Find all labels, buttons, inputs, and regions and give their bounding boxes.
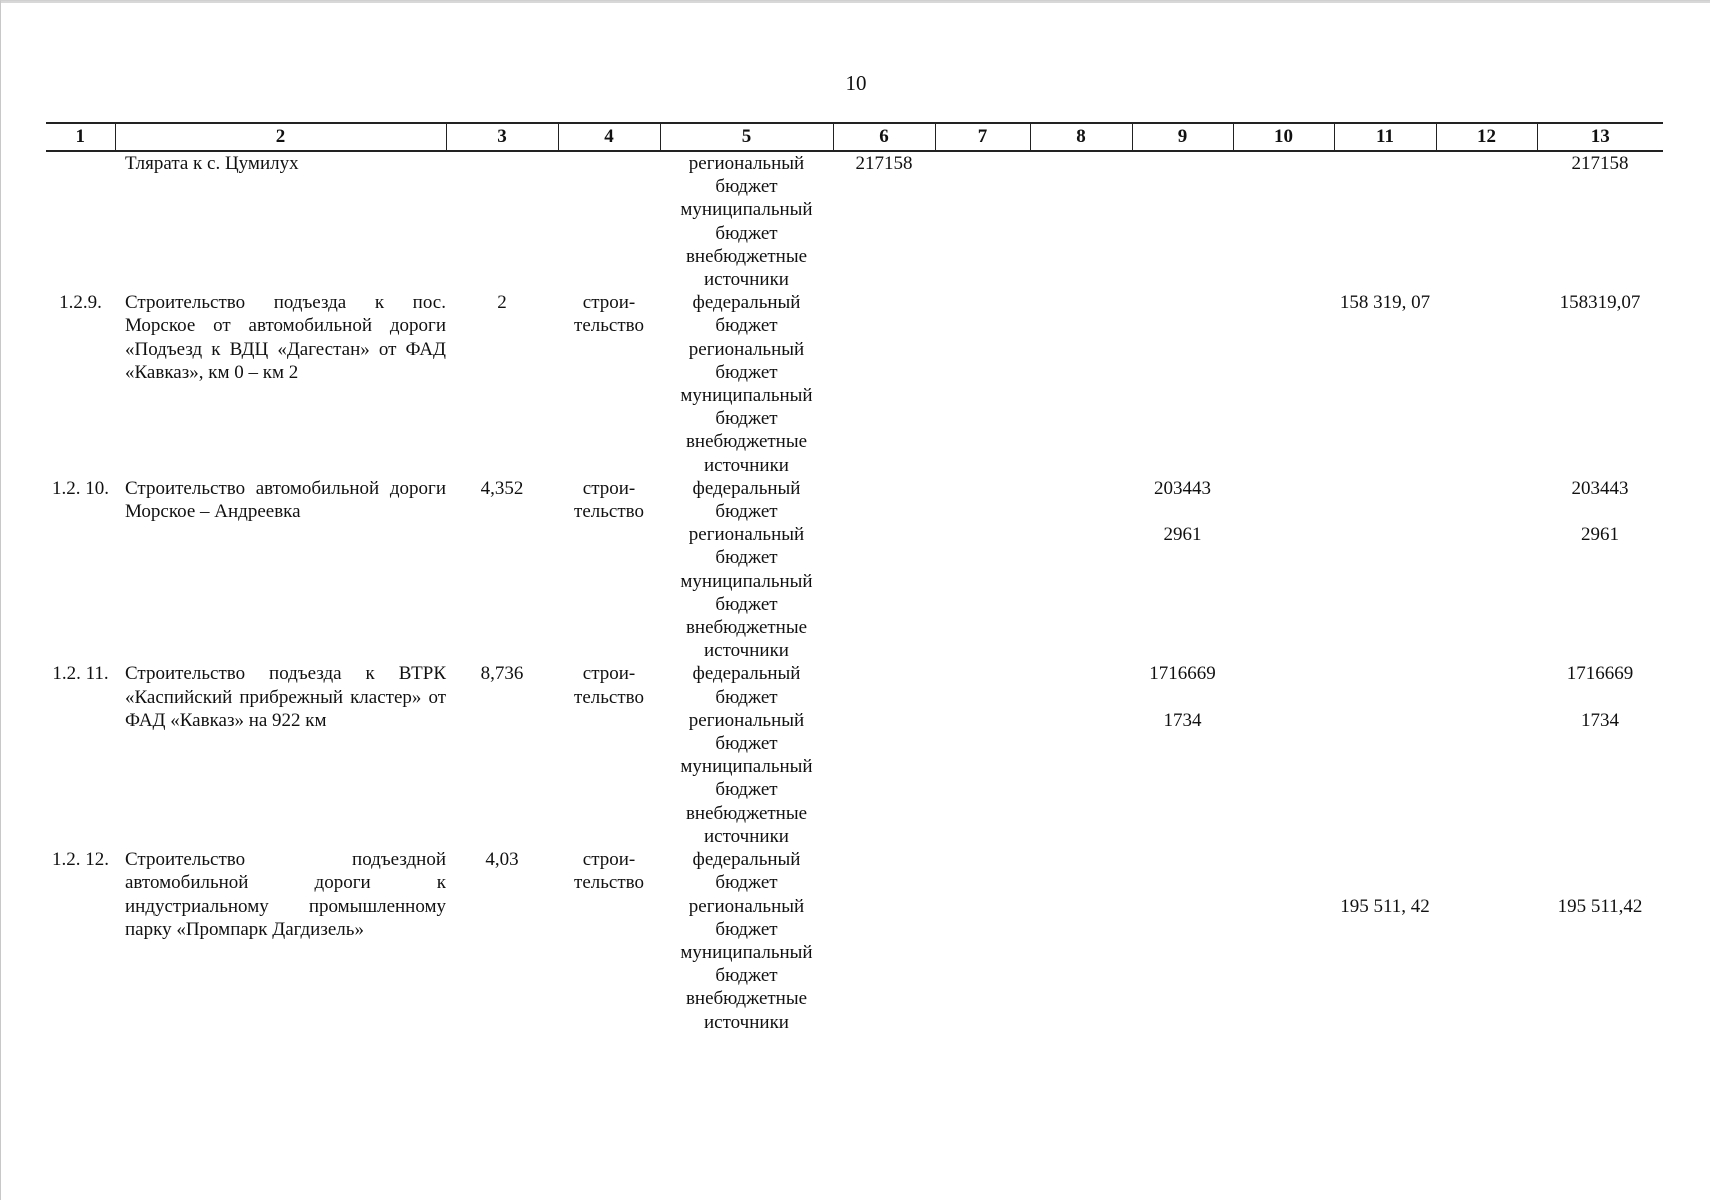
table-row	[46, 477, 1663, 523]
amount-column-11	[1334, 662, 1436, 708]
amount-column-6	[833, 709, 935, 755]
amount-column-12	[1436, 291, 1537, 337]
amount-column-8	[1030, 430, 1132, 476]
amount-column-13	[1537, 987, 1663, 1033]
amount-column-10	[1233, 523, 1334, 569]
amount-column-7	[935, 570, 1030, 616]
amount-column-13	[1537, 941, 1663, 987]
amount-column-13	[1537, 384, 1663, 430]
amount-column-9	[1132, 245, 1233, 291]
amount-column-10	[1233, 941, 1334, 987]
amount-column-6	[833, 384, 935, 430]
length-km: 8,736	[480, 663, 524, 685]
amount-column-11	[1334, 338, 1436, 384]
amount-column-9	[1132, 430, 1233, 476]
amount-column-9	[1132, 848, 1233, 894]
work-type: строи-тельство	[574, 849, 644, 894]
funding-source-label: муниципальный бюджет	[680, 385, 813, 430]
amount-column-6	[833, 662, 935, 708]
amount-column-9	[1132, 384, 1233, 430]
amount-column-6	[833, 430, 935, 476]
amount-column-9	[1132, 570, 1233, 616]
amount-column-12	[1436, 384, 1537, 430]
amount-column-10	[1233, 662, 1334, 708]
amount-column-11	[1334, 709, 1436, 755]
amount-column-10	[1233, 291, 1334, 337]
amount-column-13: 217158	[1571, 153, 1629, 174]
funding-source-label: федеральный бюджет	[692, 292, 801, 337]
amount-column-11	[1334, 848, 1436, 894]
amount-column-8	[1030, 198, 1132, 244]
amount-column-6	[833, 941, 935, 987]
amount-column-8	[1030, 895, 1132, 941]
amount-column-11: 158 319, 07	[1339, 292, 1431, 314]
amount-column-6	[833, 848, 935, 894]
amount-column-13: 195 511,42	[1557, 895, 1643, 917]
length-km: 4,352	[480, 477, 524, 499]
amount-column-8	[1030, 987, 1132, 1033]
column-header-2: 2	[115, 123, 446, 151]
amount-column-10	[1233, 198, 1334, 244]
amount-column-9	[1132, 755, 1233, 801]
amount-column-12	[1436, 338, 1537, 384]
amount-column-12	[1436, 662, 1537, 708]
amount-column-6	[833, 895, 935, 941]
amount-column-8	[1030, 291, 1132, 337]
amount-column-11	[1334, 755, 1436, 801]
amount-column-8	[1030, 616, 1132, 662]
table-body	[46, 151, 1663, 1034]
column-header-10: 10	[1233, 123, 1334, 151]
funding-source-label: муниципальный бюджет	[680, 941, 813, 987]
amount-column-7	[935, 338, 1030, 384]
amount-column-11	[1334, 198, 1436, 244]
amount-column-13	[1537, 755, 1663, 801]
table-row	[46, 291, 1663, 337]
column-header-7: 7	[935, 123, 1030, 151]
amount-column-6	[833, 198, 935, 244]
amount-column-12	[1436, 430, 1537, 476]
amount-column-12	[1436, 198, 1537, 244]
work-type: строи-тельство	[574, 477, 644, 523]
amount-column-10	[1233, 151, 1334, 198]
amount-column-11	[1334, 987, 1436, 1033]
amount-column-9	[1132, 338, 1233, 384]
row-number: 1.2. 11.	[52, 663, 109, 685]
amount-column-10	[1233, 384, 1334, 430]
funding-source-label: внебюджетные источники	[685, 988, 808, 1033]
funding-source-label: муниципальный бюджет	[680, 570, 813, 615]
work-type	[558, 151, 660, 291]
amount-column-10	[1233, 570, 1334, 616]
amount-column-13	[1537, 430, 1663, 476]
column-header-5: 5	[660, 123, 833, 151]
amount-column-10	[1233, 755, 1334, 801]
amount-column-7	[935, 755, 1030, 801]
column-header-9: 9	[1132, 123, 1233, 151]
amount-column-7	[935, 848, 1030, 894]
row-number: 1.2.9.	[59, 292, 102, 314]
amount-column-7	[935, 198, 1030, 244]
column-header-13: 13	[1537, 123, 1663, 151]
amount-column-7	[935, 523, 1030, 569]
funding-source-label: региональный бюджет	[688, 524, 805, 569]
table-row	[46, 662, 1663, 708]
amount-column-13	[1537, 570, 1663, 616]
amount-column-9	[1132, 895, 1233, 941]
amount-column-10	[1233, 848, 1334, 894]
amount-column-12	[1436, 848, 1537, 894]
amount-column-12	[1436, 245, 1537, 291]
amount-column-6: 217158	[855, 153, 913, 174]
amount-column-9	[1132, 291, 1233, 337]
amount-column-10	[1233, 477, 1334, 523]
amount-column-13	[1537, 616, 1663, 662]
column-header-1: 1	[46, 123, 115, 151]
amount-column-6	[833, 802, 935, 848]
amount-column-8	[1030, 245, 1132, 291]
object-name: Строительство подъезда к ВТРК «Каспийский прибрежный кластер» от ФАД «Кавказ» на 922 км	[125, 663, 446, 731]
amount-column-8	[1030, 662, 1132, 708]
amount-column-11	[1334, 245, 1436, 291]
funding-source-label: внебюджетные источники	[685, 617, 808, 662]
amount-column-6	[833, 523, 935, 569]
work-type: строи-тельство	[574, 663, 644, 708]
amount-column-13: 158319,07	[1559, 292, 1641, 314]
amount-column-8	[1030, 477, 1132, 523]
amount-column-11	[1334, 523, 1436, 569]
row-number: 1.2. 12.	[52, 849, 109, 871]
object-name: Тлярата к с. Цумилух	[125, 153, 299, 174]
amount-column-8	[1030, 338, 1132, 384]
amount-column-8	[1030, 802, 1132, 848]
object-name: Строительство автомобильной дороги Морское – Андреевка	[125, 477, 446, 523]
amount-column-9	[1132, 616, 1233, 662]
amount-column-12	[1436, 616, 1537, 662]
amount-column-8	[1030, 384, 1132, 430]
row-number: 1.2. 10.	[52, 477, 109, 499]
amount-column-6	[833, 477, 935, 523]
amount-column-12	[1436, 570, 1537, 616]
amount-column-9: 203443	[1154, 477, 1211, 499]
amount-column-12	[1436, 151, 1537, 198]
funding-source-label: федеральный бюджет	[692, 663, 801, 708]
amount-column-10	[1233, 338, 1334, 384]
amount-column-7	[935, 477, 1030, 523]
amount-column-6	[833, 245, 935, 291]
amount-column-12	[1436, 523, 1537, 569]
amount-column-9: 1734	[1163, 709, 1202, 731]
funding-source-label: региональный бюджет	[688, 153, 805, 198]
amount-column-11	[1334, 616, 1436, 662]
amount-column-11	[1334, 477, 1436, 523]
amount-column-7	[935, 802, 1030, 848]
amount-column-10	[1233, 616, 1334, 662]
amount-column-7	[935, 245, 1030, 291]
amount-column-6	[833, 616, 935, 662]
amount-column-12	[1436, 755, 1537, 801]
amount-column-8	[1030, 151, 1132, 198]
amount-column-11	[1334, 384, 1436, 430]
amount-column-12	[1436, 895, 1537, 941]
amount-column-11	[1334, 430, 1436, 476]
amount-column-9: 1716669	[1149, 663, 1216, 685]
amount-column-6	[833, 570, 935, 616]
amount-column-8	[1030, 755, 1132, 801]
amount-column-7	[935, 662, 1030, 708]
amount-column-7	[935, 895, 1030, 941]
amount-column-6	[833, 338, 935, 384]
amount-column-13	[1537, 338, 1663, 384]
amount-column-10	[1233, 895, 1334, 941]
amount-column-7	[935, 291, 1030, 337]
table-row	[46, 151, 1663, 198]
amount-column-9	[1132, 802, 1233, 848]
amount-column-8	[1030, 523, 1132, 569]
amount-column-10	[1233, 987, 1334, 1033]
amount-column-13	[1537, 848, 1663, 894]
column-header-3: 3	[446, 123, 558, 151]
column-header-6: 6	[833, 123, 935, 151]
amount-column-11	[1334, 570, 1436, 616]
funding-source-label: федеральный бюджет	[692, 477, 801, 523]
amount-column-13: 1716669	[1566, 663, 1634, 685]
amount-column-6	[833, 755, 935, 801]
amount-column-13: 1734	[1581, 709, 1619, 731]
amount-column-6	[833, 291, 935, 337]
amount-column-9	[1132, 198, 1233, 244]
table-row	[46, 848, 1663, 894]
amount-column-12	[1436, 987, 1537, 1033]
amount-column-8	[1030, 848, 1132, 894]
column-header-11: 11	[1334, 123, 1436, 151]
funding-source-label: внебюджетные источники	[685, 431, 808, 476]
amount-column-9	[1132, 987, 1233, 1033]
amount-column-7	[935, 709, 1030, 755]
amount-column-9	[1132, 941, 1233, 987]
column-header-8: 8	[1030, 123, 1132, 151]
length-km	[446, 151, 558, 291]
amount-column-7	[935, 430, 1030, 476]
amount-column-10	[1233, 802, 1334, 848]
amount-column-12	[1436, 941, 1537, 987]
scan-top-edge	[1, 1, 1710, 3]
amount-column-13: 203443	[1571, 477, 1629, 499]
length-km: 4,03	[485, 849, 519, 871]
amount-column-6	[833, 987, 935, 1033]
amount-column-11	[1334, 941, 1436, 987]
object-name: Строительство подъездной автомобильной дороги к индустриальному промышленному парку «Промпарк Дагдизель»	[125, 849, 446, 940]
funding-source-label: муниципальный бюджет	[680, 199, 813, 244]
amount-column-12	[1436, 709, 1537, 755]
amount-column-8	[1030, 570, 1132, 616]
amount-column-10	[1233, 245, 1334, 291]
funding-source-label: региональный бюджет	[688, 895, 805, 940]
amount-column-10	[1233, 709, 1334, 755]
column-number-header	[46, 123, 1663, 151]
amount-column-11: 195 511, 42	[1340, 895, 1430, 917]
funding-source-label: внебюджетные источники	[685, 802, 808, 847]
work-type: строи-тельство	[574, 292, 644, 337]
amount-column-7	[935, 384, 1030, 430]
amount-column-12	[1436, 477, 1537, 523]
amount-column-13	[1537, 198, 1663, 244]
amount-column-11	[1334, 151, 1436, 198]
amount-column-10	[1233, 430, 1334, 476]
amount-column-7	[935, 151, 1030, 198]
funding-source-label: внебюджетные источники	[685, 245, 808, 291]
object-name: Строительство подъезда к пос. Морское от автомобильной дороги «Подъезд к ВДЦ «Дагестан» от ФАД «Кавказ», км 0 – км 2	[125, 292, 446, 383]
amount-column-7	[935, 987, 1030, 1033]
funding-source-label: региональный бюджет	[688, 338, 805, 383]
funding-source-label: федеральный бюджет	[692, 849, 801, 894]
amount-column-7	[935, 616, 1030, 662]
amount-column-13	[1537, 802, 1663, 848]
page-number: 10	[845, 71, 867, 95]
column-header-4: 4	[558, 123, 660, 151]
budget-table	[46, 122, 1663, 1034]
amount-column-13	[1537, 245, 1663, 291]
length-km: 2	[497, 292, 507, 314]
amount-column-9: 2961	[1163, 524, 1202, 546]
amount-column-12	[1436, 802, 1537, 848]
amount-column-7	[935, 941, 1030, 987]
amount-column-13: 2961	[1581, 524, 1619, 546]
amount-column-11	[1334, 802, 1436, 848]
amount-column-8	[1030, 941, 1132, 987]
row-number	[46, 151, 115, 291]
funding-source-label: муниципальный бюджет	[680, 756, 813, 801]
column-header-12: 12	[1436, 123, 1537, 151]
amount-column-8	[1030, 709, 1132, 755]
amount-column-9	[1132, 151, 1233, 198]
funding-source-label: региональный бюджет	[688, 709, 805, 755]
